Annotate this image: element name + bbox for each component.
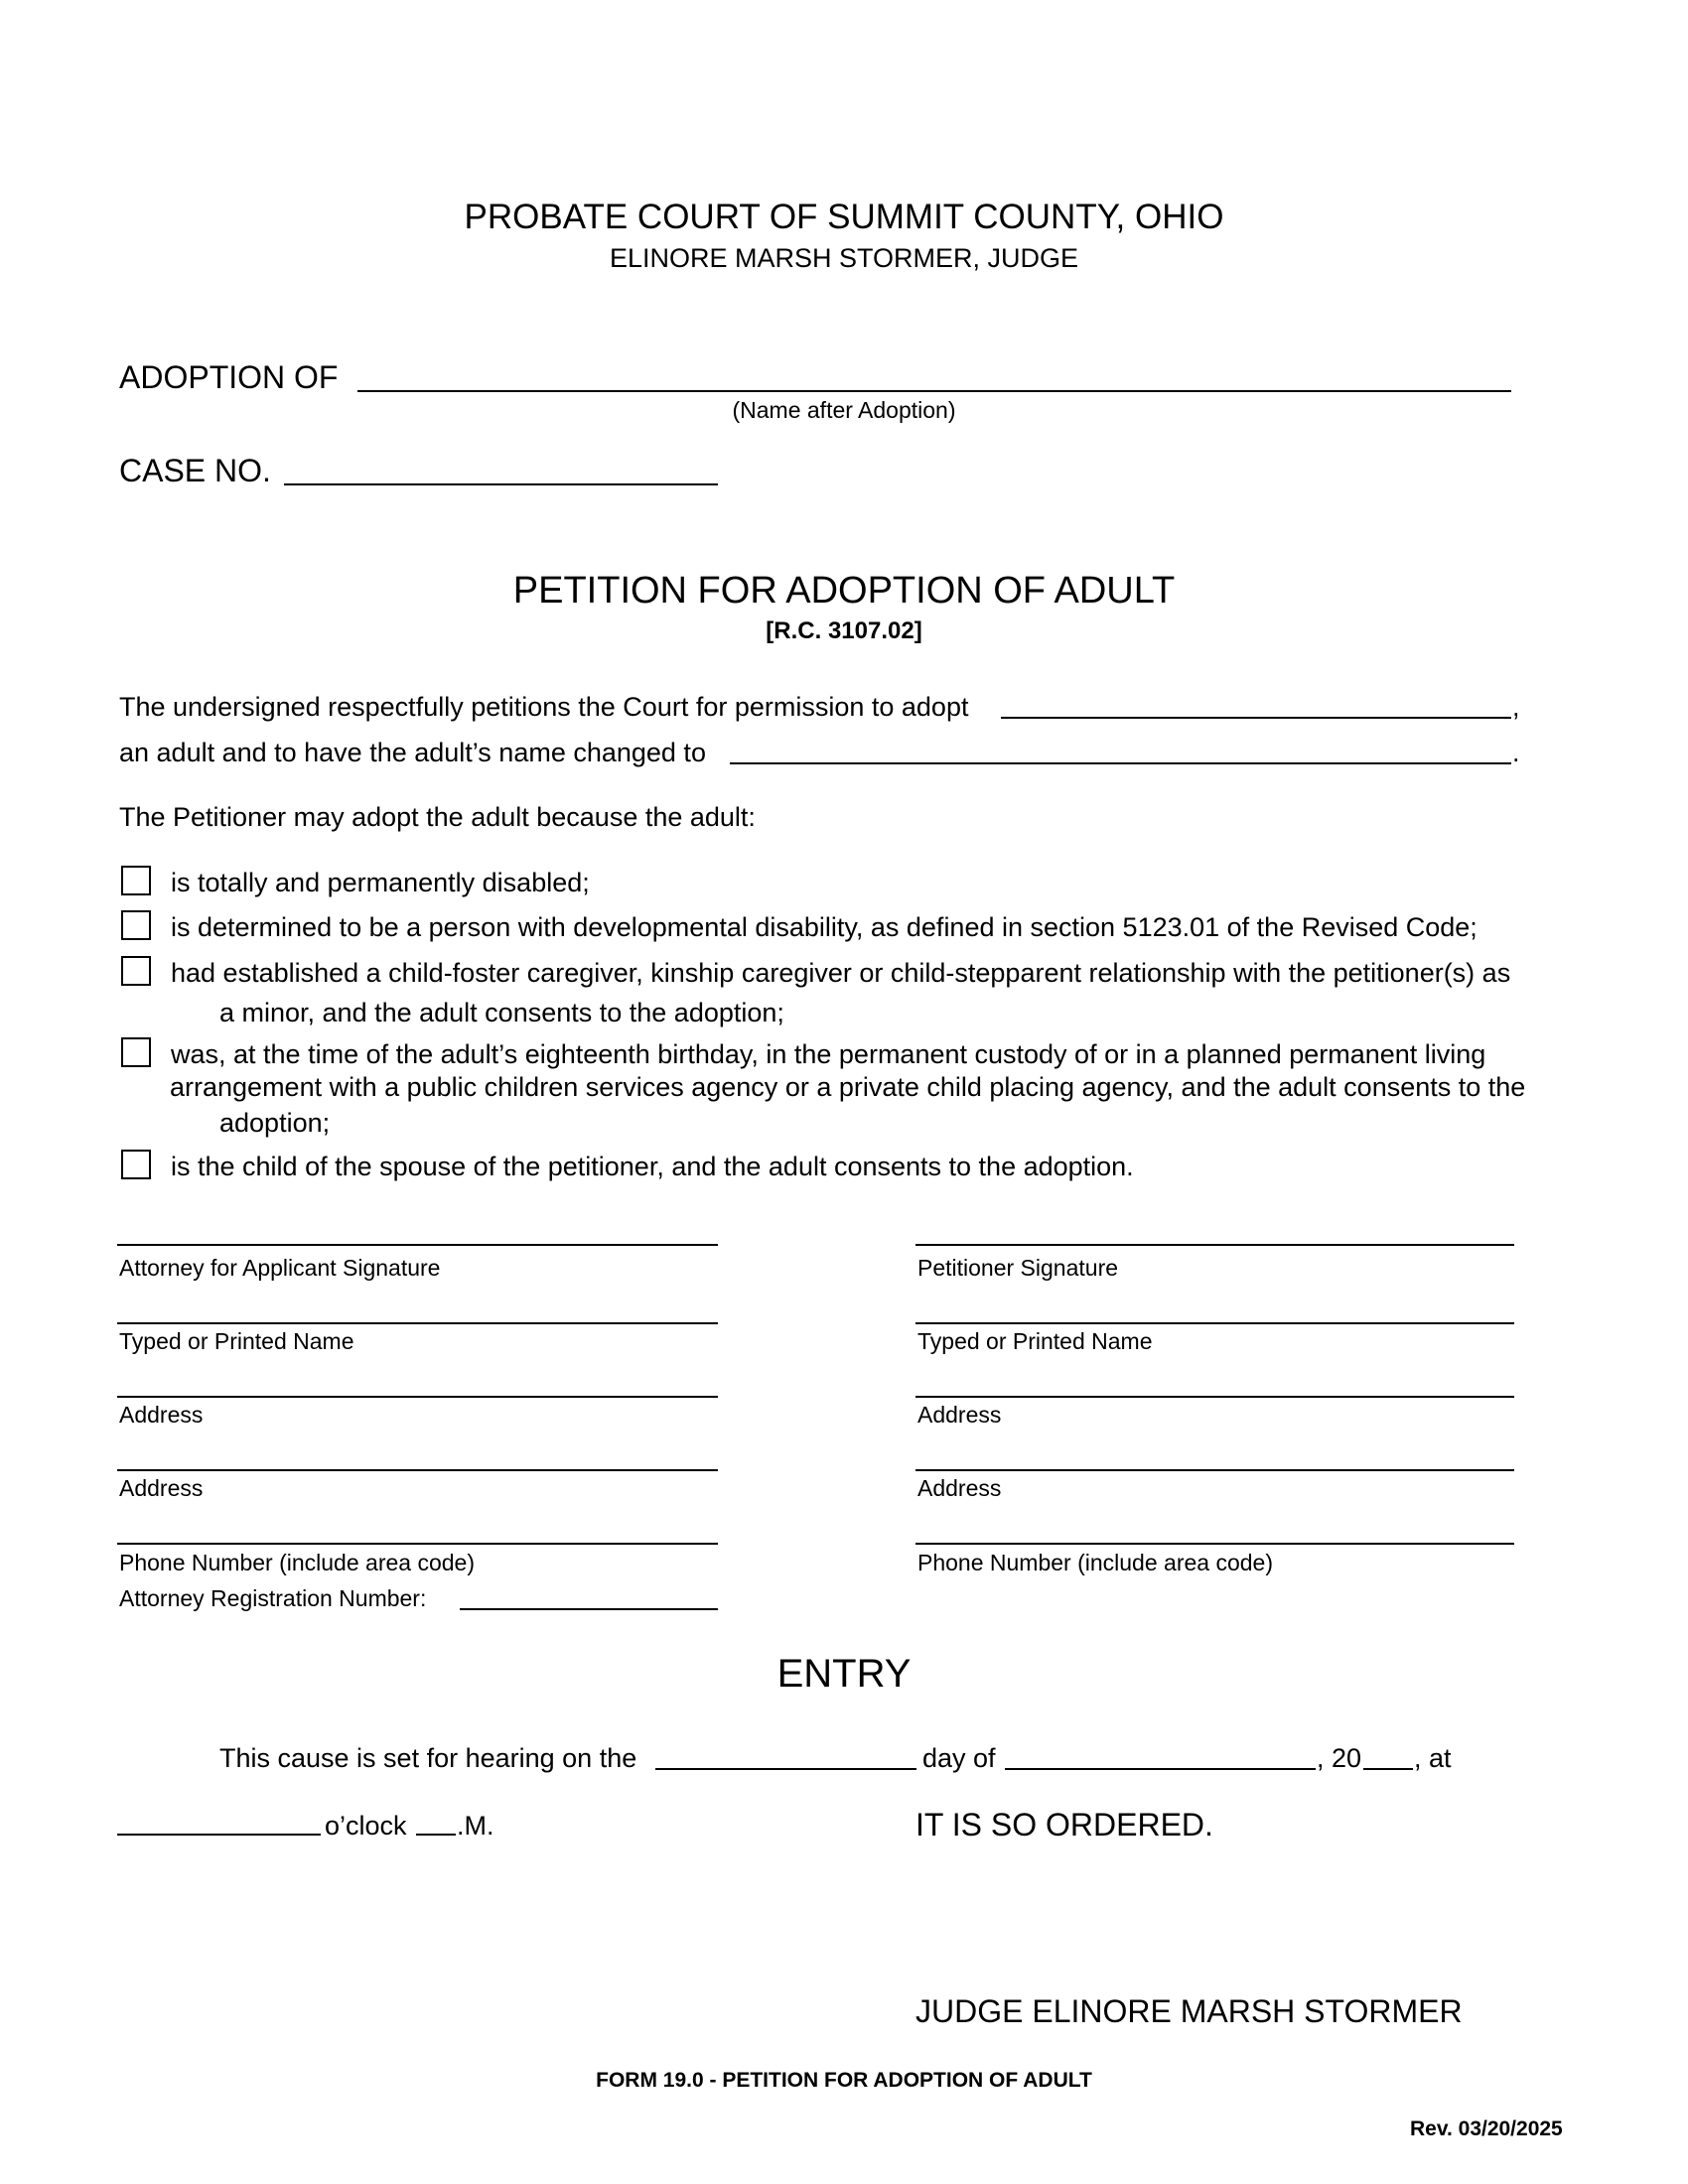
petition-line-2: an adult and to have the adult’s name changed to	[119, 738, 706, 767]
reason-checkbox-disabled[interactable]	[121, 866, 151, 895]
adoption-of-label: ADOPTION OF	[119, 359, 339, 395]
reason-checkbox-stepchild[interactable]	[121, 1150, 151, 1179]
form-footer: FORM 19.0 - PETITION FOR ADOPTION OF ADULT	[596, 2069, 1092, 2092]
petitioner-address1-label: Address	[917, 1402, 1002, 1428]
new-name-field[interactable]	[730, 762, 1511, 764]
attorney-address1-line[interactable]	[117, 1396, 718, 1398]
so-ordered: IT IS SO ORDERED.	[915, 1807, 1213, 1843]
day-of-label: day of	[922, 1743, 996, 1773]
attorney-registration-label: Attorney Registration Number:	[119, 1585, 427, 1611]
judge-name: ELINORE MARSH STORMER, JUDGE	[609, 243, 1079, 273]
court-name: PROBATE COURT OF SUMMIT COUNTY, OHIO	[464, 198, 1224, 236]
reason-developmental-text: is determined to be a person with developmental disability, as defined in section 5123.01 of the Revised Code;	[171, 912, 1477, 942]
petition-line-2-end: .	[1512, 738, 1520, 767]
petitioner-name-label: Typed or Printed Name	[917, 1328, 1153, 1354]
reason-checkbox-caregiver[interactable]	[121, 956, 151, 986]
meridiem-label: .M.	[457, 1811, 494, 1841]
meridiem-field[interactable]	[416, 1834, 456, 1836]
hearing-time-field[interactable]	[117, 1834, 321, 1836]
judge-signature-name: JUDGE ELINORE MARSH STORMER	[915, 1993, 1463, 2029]
attorney-registration-field[interactable]	[460, 1608, 718, 1610]
petitioner-address2-line[interactable]	[915, 1469, 1514, 1471]
petitioner-address1-line[interactable]	[915, 1396, 1514, 1398]
petitioner-signature-label: Petitioner Signature	[917, 1255, 1119, 1281]
attorney-phone-label: Phone Number (include area code)	[119, 1550, 475, 1575]
petition-line-1-end: ,	[1512, 692, 1520, 722]
reason-caregiver-text-1: had established a child-foster caregiver, kinship caregiver or child-stepparent relationship with the petitioner(s) as	[171, 958, 1511, 988]
petitioner-phone-label: Phone Number (include area code)	[917, 1550, 1273, 1575]
reason-checkbox-custody[interactable]	[121, 1037, 151, 1067]
at-label: , at	[1414, 1743, 1452, 1773]
reason-intro: The Petitioner may adopt the adult because the adult:	[119, 802, 756, 832]
case-no-label: CASE NO.	[119, 453, 271, 488]
attorney-signature-line[interactable]	[117, 1244, 718, 1246]
entry-heading: ENTRY	[776, 1652, 912, 1696]
reason-stepchild-text: is the child of the spouse of the petitioner, and the adult consents to the adoption.	[171, 1152, 1134, 1181]
reason-custody-text-3: adoption;	[219, 1108, 331, 1138]
petition-line-1: The undersigned respectfully petitions the Court for permission to adopt	[119, 692, 969, 722]
attorney-phone-line[interactable]	[117, 1543, 718, 1545]
attorney-address2-line[interactable]	[117, 1469, 718, 1471]
attorney-name-label: Typed or Printed Name	[119, 1328, 354, 1354]
attorney-name-line[interactable]	[117, 1322, 718, 1324]
oclock-label: o’clock	[325, 1811, 407, 1841]
petitioner-phone-line[interactable]	[915, 1543, 1514, 1545]
reason-disabled-text: is totally and permanently disabled;	[171, 868, 590, 897]
hearing-day-field[interactable]	[655, 1768, 916, 1770]
reason-caregiver-text-2: a minor, and the adult consents to the adoption;	[219, 998, 784, 1027]
hearing-prefix: This cause is set for hearing on the	[219, 1743, 637, 1773]
reason-custody-text-1: was, at the time of the adult’s eighteenth birthday, in the permanent custody of or in a planned permanent living	[171, 1039, 1486, 1069]
petitioner-name-line[interactable]	[915, 1322, 1514, 1324]
adoptee-name-field[interactable]	[1001, 717, 1511, 719]
attorney-address2-label: Address	[119, 1475, 204, 1501]
statute-reference: [R.C. 3107.02]	[766, 617, 922, 644]
name-after-adoption-hint: (Name after Adoption)	[732, 397, 956, 423]
adoption-name-field[interactable]	[357, 390, 1511, 392]
revision-date: Rev. 03/20/2025	[1410, 2117, 1563, 2140]
year-prefix: , 20	[1317, 1743, 1362, 1773]
attorney-signature-label: Attorney for Applicant Signature	[119, 1255, 441, 1281]
document-title: PETITION FOR ADOPTION OF ADULT	[512, 570, 1176, 612]
attorney-address1-label: Address	[119, 1402, 204, 1428]
case-no-field[interactable]	[284, 483, 718, 485]
hearing-year-field[interactable]	[1363, 1768, 1413, 1770]
reason-checkbox-developmental[interactable]	[121, 910, 151, 940]
petitioner-signature-line[interactable]	[915, 1244, 1514, 1246]
hearing-month-field[interactable]	[1005, 1768, 1316, 1770]
petitioner-address2-label: Address	[917, 1475, 1002, 1501]
reason-custody-text-2: arrangement with a public children services agency or a private child placing agency, and the adult consents to the	[170, 1072, 1526, 1102]
